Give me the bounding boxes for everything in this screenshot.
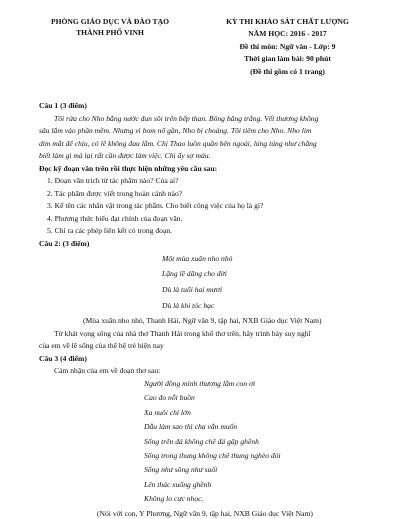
- exam-title: KỲ THI KHẢO SÁT CHẤT LƯỢNG: [226, 17, 349, 26]
- sub-question: 5. Chỉ ra các phép liên kết có trong đoạn.: [47, 226, 173, 235]
- poem-line: Người đồng mình thương lắm con ơi: [144, 379, 256, 388]
- question-3-title: Câu 3 (4 điểm): [39, 354, 87, 363]
- poem-line: Dẫu làm sao thì cha vẫn muốn: [144, 422, 238, 432]
- question-2-title: Câu 2: (3 điểm): [39, 239, 90, 248]
- department-header: [40, 16, 180, 38]
- sub-question: 1. Đoạn văn trích từ tác phẩm nào? Của ai?: [47, 176, 179, 185]
- question-2-prompt: của em về lẽ sống của thế hệ trẻ hiện nay: [39, 341, 164, 350]
- poem-line: Dù là tuổi hai mươi: [162, 285, 223, 294]
- poem-line: Lặng lẽ dâng cho đời: [162, 269, 227, 278]
- page-count-note: (Đề thi gồm có 1 trang): [250, 66, 325, 76]
- time-limit: Thời gian làm bài: 90 phút: [244, 54, 331, 64]
- poem-line: Dù là khi tóc bạc: [162, 301, 215, 310]
- poem-line: Không lo cực nhọc.: [144, 494, 204, 504]
- passage-line: biết làm gì mà lại rất cần được làm việc. Chị ấy sợ máu.: [39, 151, 211, 160]
- poem-line: Lên thác xuống ghềnh: [144, 479, 212, 489]
- poem-line: Sống như sông như suối: [144, 465, 218, 475]
- poem-line: Cao đo nỗi buồn: [144, 393, 195, 403]
- sub-question: 4. Phương thức biểu đạt chính của đoạn văn.: [47, 214, 183, 223]
- passage-line: sâu lắm vào phần mềm. Nhưng vì bom nổ gần, Nho bị choáng. Tôi tiêm cho Nho. Nho lim: [39, 126, 312, 135]
- sub-question: 2. Tác phẩm được viết trong hoàn cảnh nào?: [47, 189, 183, 198]
- city-name: THÀNH PHỐ VINH: [76, 28, 144, 37]
- poem-source: (Mùa xuân nho nhỏ, Thanh Hải, Ngữ văn 9, tập hai, NXB Giáo dục Việt Nam): [83, 316, 322, 325]
- poem-line: Sống trong thung không chê thung nghèo đói: [144, 451, 281, 460]
- poem-source: (Nói với con, Y Phương, Ngữ văn 9, tập hai, NXB Giáo dục Việt Nam): [97, 508, 313, 518]
- subject-line: Đề thi môn: Ngữ văn - Lớp: 9: [239, 41, 336, 51]
- sub-question: 3. Kể tên các nhân vật trong tác phẩm. Cho biết công việc của họ là gì?: [47, 201, 264, 210]
- question-2-prompt: Từ khát vọng sống của nhà thơ Thanh Hải trong khổ thơ trên, hãy trình bày suy nghĩ: [54, 329, 311, 338]
- question-1-instruction: Đọc kỹ đoạn văn trên rồi thực hiện những yêu cầu sau:: [39, 164, 218, 173]
- question-1-title: Câu 1 (3 điểm): [39, 101, 87, 110]
- exam-header: [200, 16, 375, 78]
- passage-line: dim mắt để chịu, có lẽ không đau lắm. Chị Thao luồn quần bên ngoài, lúng túng như chẳng: [39, 139, 317, 148]
- poem-line: Xa nuôi chí lớn: [144, 407, 191, 417]
- department-name: PHÒNG GIÁO DỤC VÀ ĐÀO TẠO: [50, 17, 170, 26]
- school-year: NĂM HỌC: 2016 - 2017: [248, 29, 327, 39]
- passage-line: Tôi rửa cho Nho bằng nước đun sôi trên bếp than. Bông băng trắng. Vết thương không: [54, 114, 319, 123]
- question-3-prompt: Cảm nhận của em về đoạn thơ sau:: [54, 366, 161, 375]
- poem-line: Sống trên đá không chê đá gập ghềnh: [144, 436, 259, 446]
- poem-line: Một mùa xuân nho nhỏ: [162, 254, 233, 263]
